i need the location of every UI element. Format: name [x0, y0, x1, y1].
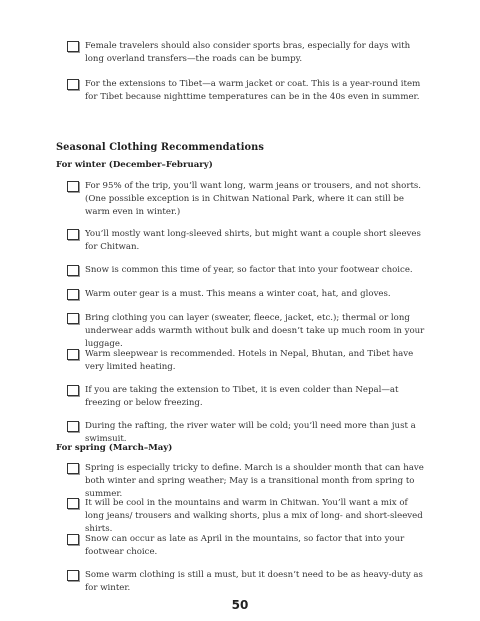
checkbox-icon[interactable] [67, 265, 79, 276]
checklist-item-text: During the rafting, the river water will be cold; you’ll need more than just a swimsuit. [85, 421, 416, 444]
winter-heading: For winter (December–February) [56, 160, 213, 170]
checkbox-icon[interactable] [67, 79, 79, 90]
checklist-item[interactable] [67, 78, 427, 104]
checklist-item-text: Bring clothing you can layer (sweater, fleece, jacket, etc.); thermal or long underwear adds warmth without bulk and doesn’t take up much room in your luggage. [85, 313, 425, 349]
checklist-item-text: Warm outer gear is a must. This means a winter coat, hat, and gloves. [85, 289, 391, 299]
checklist-item-text: Snow can occur as late as April in the mountains, so factor that into your footwear choice. [85, 534, 405, 557]
section-title: Seasonal Clothing Recommendations [56, 142, 264, 153]
page-number: 50 [231, 598, 249, 612]
checklist-item[interactable] [67, 569, 427, 595]
checkbox-icon[interactable] [67, 229, 79, 240]
checkbox-icon[interactable] [67, 385, 79, 396]
checklist-item-text: Some warm clothing is still a must, but it doesn’t need to be as heavy-duty as for winter. [85, 570, 423, 593]
checkbox-icon[interactable] [67, 570, 79, 581]
checklist-item-text: Female travelers should also consider sports bras, especially for days with long overland transfers—the roads can be bumpy. [85, 41, 411, 64]
checklist-item[interactable] [67, 348, 427, 374]
checklist-item[interactable] [67, 288, 427, 301]
checklist-item[interactable] [67, 497, 427, 536]
checklist-item[interactable] [67, 40, 427, 66]
checklist-item[interactable] [67, 228, 427, 254]
checklist-item-text: Snow is common this time of year, so factor that into your footwear choice. [85, 265, 413, 275]
checkbox-icon[interactable] [67, 313, 79, 324]
checkbox-icon[interactable] [67, 41, 79, 52]
checklist-item-text: It will be cool in the mountains and warm in Chitwan. You’ll want a mix of long jeans/ trousers and walking shorts, plus a mix of long- and short-sleeved shirts. [85, 498, 423, 534]
checkbox-icon[interactable] [67, 349, 79, 360]
checklist-item[interactable] [67, 312, 427, 351]
spring-heading: For spring (March–May) [56, 443, 173, 453]
checklist-item[interactable] [67, 180, 427, 219]
checkbox-icon[interactable] [67, 421, 79, 432]
checkbox-icon[interactable] [67, 181, 79, 192]
checklist-item[interactable] [67, 462, 427, 501]
checkbox-icon[interactable] [67, 534, 79, 545]
checklist-item[interactable] [67, 264, 427, 277]
checklist-item-text: For the extensions to Tibet—a warm jacket or coat. This is a year-round item for Tibet because nighttime temperatures can be in the 40s even in summer. [85, 79, 421, 102]
checklist-item-text: If you are taking the extension to Tibet, it is even colder than Nepal—at freezing or below freezing. [85, 385, 399, 408]
checkbox-icon[interactable] [67, 289, 79, 300]
checklist-item[interactable] [67, 533, 427, 559]
checkbox-icon[interactable] [67, 498, 79, 509]
checklist-item-text: You’ll mostly want long-sleeved shirts, but might want a couple short sleeves for Chitwan. [85, 229, 421, 252]
checkbox-icon[interactable] [67, 463, 79, 474]
checklist-item-text: Spring is especially tricky to define. March is a shoulder month that can have both winter and spring weather; May is a transitional month from spring to summer. [85, 463, 424, 499]
checklist-item[interactable] [67, 384, 427, 410]
checklist-item-text: Warm sleepwear is recommended. Hotels in Nepal, Bhutan, and Tibet have very limited heating. [85, 349, 414, 372]
checklist-item-text: For 95% of the trip, you’ll want long, warm jeans or trousers, and not shorts. (One possible exception is in Chitwan National Park, where it can still be warm even in winter.) [85, 181, 422, 217]
